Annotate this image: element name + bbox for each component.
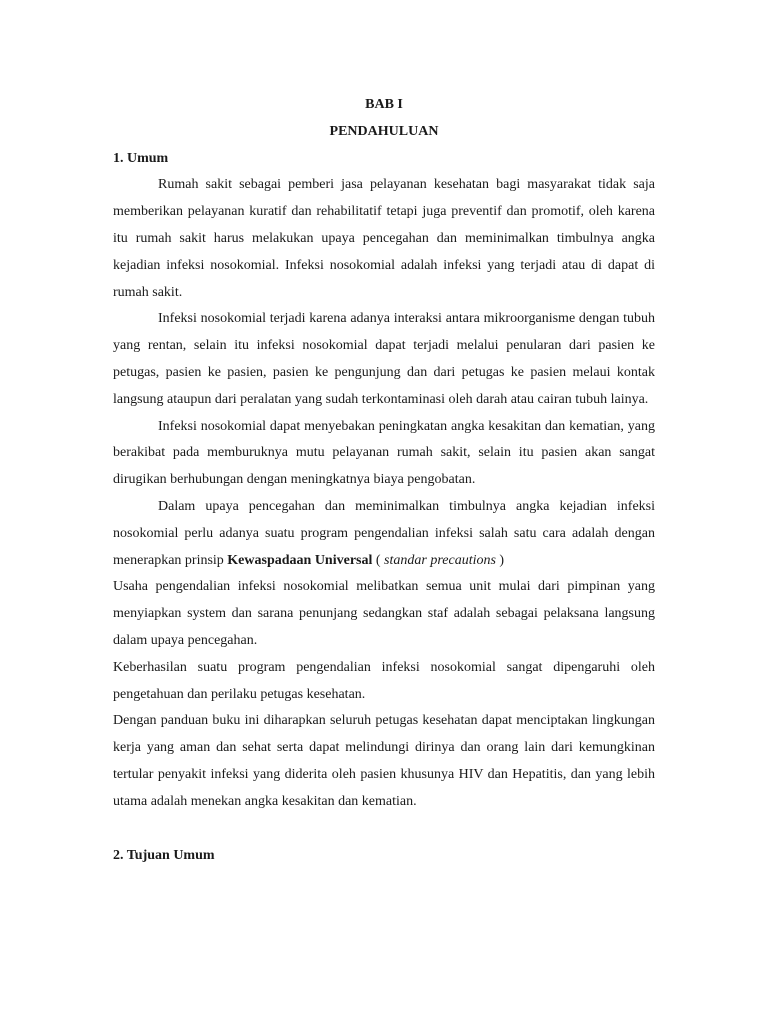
paragraph-4 (113, 494, 655, 574)
chapter-number: BAB I (365, 97, 403, 112)
paragraph-6: Keberhasilan suatu program pengendalian infeksi nosokomial sangat dipengaruhi oleh pengetahuan dan perilaku petugas kesehatan. (113, 659, 655, 702)
paragraph-4-text: Dalam upaya pencegahan dan meminimalkan timbulnya angka kejadian infeksi nosokomial perlu adanya suatu program pengendalian infeksi salah satu cara adalah dengan menerapkan prinsip (113, 498, 655, 568)
spacer (113, 816, 655, 843)
paragraph-1: Rumah sakit sebagai pemberi jasa pelayanan kesehatan bagi masyarakat tidak saja memberikan pelayanan kuratif dan rehabilitatif tetapi juga preventif dan promotif, oleh karena itu rumah sakit harus melakukan upaya pencegahan dan meminimalkan timbulnya angka kejadian infeksi nosokomial. Infeksi nosokomial adalah infeksi yang terjadi atau di dapat di rumah sakit. (113, 177, 655, 300)
chapter-title: PENDAHULUAN (329, 123, 439, 139)
kewaspadaan-universal-term: Kewaspadaan Universal (227, 552, 373, 568)
paren-close: ) (495, 552, 505, 568)
document-body (113, 92, 655, 869)
paragraph-7: Dengan panduan buku ini diharapkan seluruh petugas kesehatan dapat menciptakan lingkungan kerja yang aman dan sehat serta dapat melindungi dirinya dan orang lain dari kemungkinan tertular penyakit infeksi yang diderita oleh pasien khusunya HIV dan Hepatitis, dan yang lebih utama adalah menekan angka kesakitan dan kematian. (113, 713, 655, 809)
paragraph-2: Infeksi nosokomial terjadi karena adanya interaksi antara mikroorganisme dengan tubuh yang rentan, selain itu infeksi nosokomial dapat terjadi melalui penularan dari pasien ke petugas, pasien ke pasien, pasien ke pengunjung dan dari petugas ke pasien melaui kontak langsung ataupun dari peralatan yang sudah terkontaminasi oleh darah atau cairan tubuh lainya. (113, 311, 655, 407)
paragraph-3: Infeksi nosokomial dapat menyebakan peningkatan angka kesakitan dan kematian, yang berakibat pada memburuknya mutu pelayanan rumah sakit, selain itu pasien akan sangat dirugikan berhubungan dengan meningkatnya biaya pengobatan. (113, 418, 655, 488)
section-heading-umum: 1. Umum (113, 150, 169, 166)
standar-precautions-term: standar precautions (384, 552, 496, 568)
section-heading-tujuan-umum: 2. Tujuan Umum (113, 847, 215, 863)
paren-open: ( (372, 552, 385, 568)
paragraph-5: Usaha pengendalian infeksi nosokomial melibatkan semua unit mulai dari pimpinan yang menyiapkan system dan sarana penunjang sedangkan staf adalah sebagai pelaksana langsung dalam upaya pencegahan. (113, 579, 655, 648)
